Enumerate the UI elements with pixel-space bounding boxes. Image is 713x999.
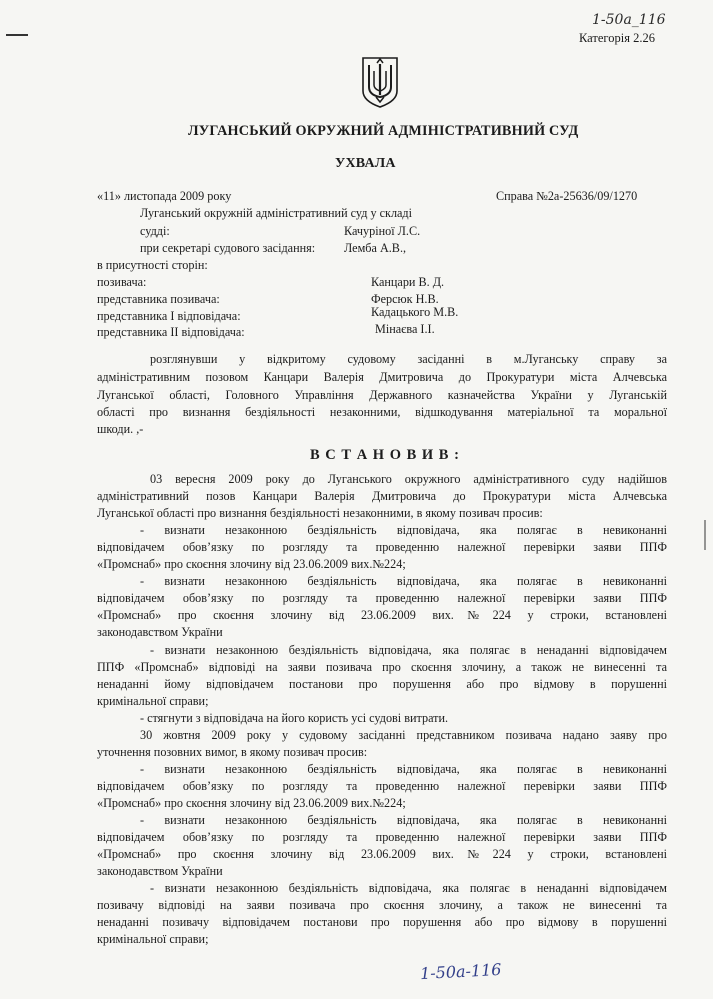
body-line: - стягнути з відповідача на його користь усі судові витрати. xyxy=(140,710,449,725)
body-line: 30 жовтня 2009 року у судовому засіданні представником позивача надано заяву про xyxy=(140,727,667,742)
body-line: законодавством України xyxy=(97,864,223,879)
composition-value-plaintiff-rep: Ферсюк Н.В. xyxy=(371,292,439,306)
category-label: Категорія 2.26 xyxy=(579,31,655,45)
established-heading: В С Т А Н О В И В : xyxy=(310,447,460,463)
composition-label-plaintiff: позивача: xyxy=(97,275,147,289)
scan-margin-mark xyxy=(6,34,28,36)
document-type-title: УХВАЛА xyxy=(335,156,396,171)
composition-value-plaintiff: Канцари В. Д. xyxy=(371,275,445,289)
body-line: відповідачем обов’язку по розгляду та проведенню належної перевірки заяви ППФ xyxy=(97,540,667,555)
coat-of-arms-emblem xyxy=(360,55,400,109)
scan-margin-mark-2 xyxy=(704,520,706,550)
considered-line-4: області про визнання бездіяльності незаконними, відшкодування матеріальної та моральної xyxy=(97,405,667,419)
considered-line-2: адміністративним позовом Канцари Валерія Дмитровича до Прокуратури міста Алчевська xyxy=(97,370,667,384)
composition-label-plaintiff-rep: представника позивача: xyxy=(97,292,220,306)
body-line: кримінальної справи; xyxy=(97,932,209,947)
body-line: ненаданні йому відповідачем постанови про порушення або про відмову в порушенні xyxy=(97,676,667,691)
composition-value-defendant1-rep: Кадацького М.В. xyxy=(371,305,459,319)
composition-value-secretary: Лемба А.В., xyxy=(344,241,407,255)
court-composition-intro: Луганський окружній адміністративний суд у складі xyxy=(140,206,413,220)
composition-label-defendant2-rep: представника ІІ відповідача: xyxy=(97,325,245,339)
body-line: адміністративний позов Канцари Валерія Дмитровича до Прокуратури міста Алчевська xyxy=(97,489,667,504)
body-line: - визнати незаконною бездіяльність відповідача, яка полягає в ненаданні відповідачем xyxy=(150,881,667,896)
considered-line-3: Луганської області, Головного Управління Державного казначейства України у Луганській xyxy=(97,388,667,402)
decision-date: «11» листопада 2009 року xyxy=(97,189,232,203)
footer-handwritten-number: 1-50а-116 xyxy=(419,959,502,984)
body-line: «Промснаб» про скоєння злочину від 23.06.2009 вих.№224; xyxy=(97,795,406,810)
body-line: ППФ «Промснаб» відповіді на заяви позивача про скоєння злочину, а також не винесенні та xyxy=(97,659,667,674)
body-line: кримінальної справи; xyxy=(97,693,209,708)
composition-label-secretary: при секретарі судового засідання: xyxy=(140,241,316,255)
body-line: «Промснаб» про скоєння злочину від 23.06.2009 вих.№224 у строки, встановлені xyxy=(97,608,667,623)
composition-value-defendant2-rep: Мінаєва І.І. xyxy=(375,322,435,336)
body-line: - визнати незаконною бездіяльність відповідача, яка полягає в ненаданні відповідачем xyxy=(150,642,667,657)
composition-label-defendant1-rep: представника І відповідача: xyxy=(97,309,241,323)
case-handwritten-number: 1-50а_116 xyxy=(592,12,666,28)
considered-line-1: розглянувши у відкритому судовому засіданні в м.Луганську справу за xyxy=(150,352,667,366)
body-line: - визнати незаконною бездіяльність відповідача, яка полягає в невиконанні xyxy=(140,761,667,776)
case-number: Справа №2а-25636/09/1270 xyxy=(496,189,638,203)
composition-value-judge: Качуріної Л.С. xyxy=(344,224,421,238)
composition-label-judge: судді: xyxy=(140,224,170,238)
body-line: - визнати незаконною бездіяльність відповідача, яка полягає в невиконанні xyxy=(140,813,667,827)
body-line: ненаданні позивачу відповідачем постанови про порушення або про відмову в порушенні xyxy=(97,915,667,930)
body-line: законодавством України xyxy=(97,625,223,640)
composition-label-parties: в присутності сторін: xyxy=(97,258,208,272)
body-line: відповідачем обов’язку по розгляду та проведенню належної перевірки заяви ППФ xyxy=(97,591,667,606)
body-line: Луганської області про визнання бездіяльності незаконними, в якому позивач просив: xyxy=(97,506,543,521)
body-line: уточнення позовних вимог, в якому позивач просив: xyxy=(97,744,368,759)
body-line: позивачу відповіді на заяви позивача про скоєння злочину, а також не винесенні та xyxy=(97,898,667,913)
court-title: ЛУГАНСЬКИЙ ОКРУЖНИЙ АДМІНІСТРАТИВНИЙ СУД xyxy=(188,123,579,139)
body-line: «Промснаб» про скоєння злочину від 23.06.2009 вих.№224 у строки, встановлені xyxy=(97,847,667,862)
body-line: - визнати незаконною бездіяльність відповідача, яка полягає в невиконанні xyxy=(140,523,667,538)
body-line: «Промснаб» про скоєння злочину від 23.06.2009 вих.№224; xyxy=(97,557,406,572)
body-line: відповідачем обов’язку по розгляду та проведенню належної перевірки заяви ППФ xyxy=(97,778,667,793)
body-line: 03 вересня 2009 року до Луганського окружного адміністративного суду надійшов xyxy=(150,472,667,486)
body-line: - визнати незаконною бездіяльність відповідача, яка полягає в невиконанні xyxy=(140,574,667,589)
considered-line-5: шкоди. ,- xyxy=(97,422,144,436)
body-line: відповідачем обов’язку по розгляду та проведенню належної перевірки заяви ППФ xyxy=(97,830,667,845)
